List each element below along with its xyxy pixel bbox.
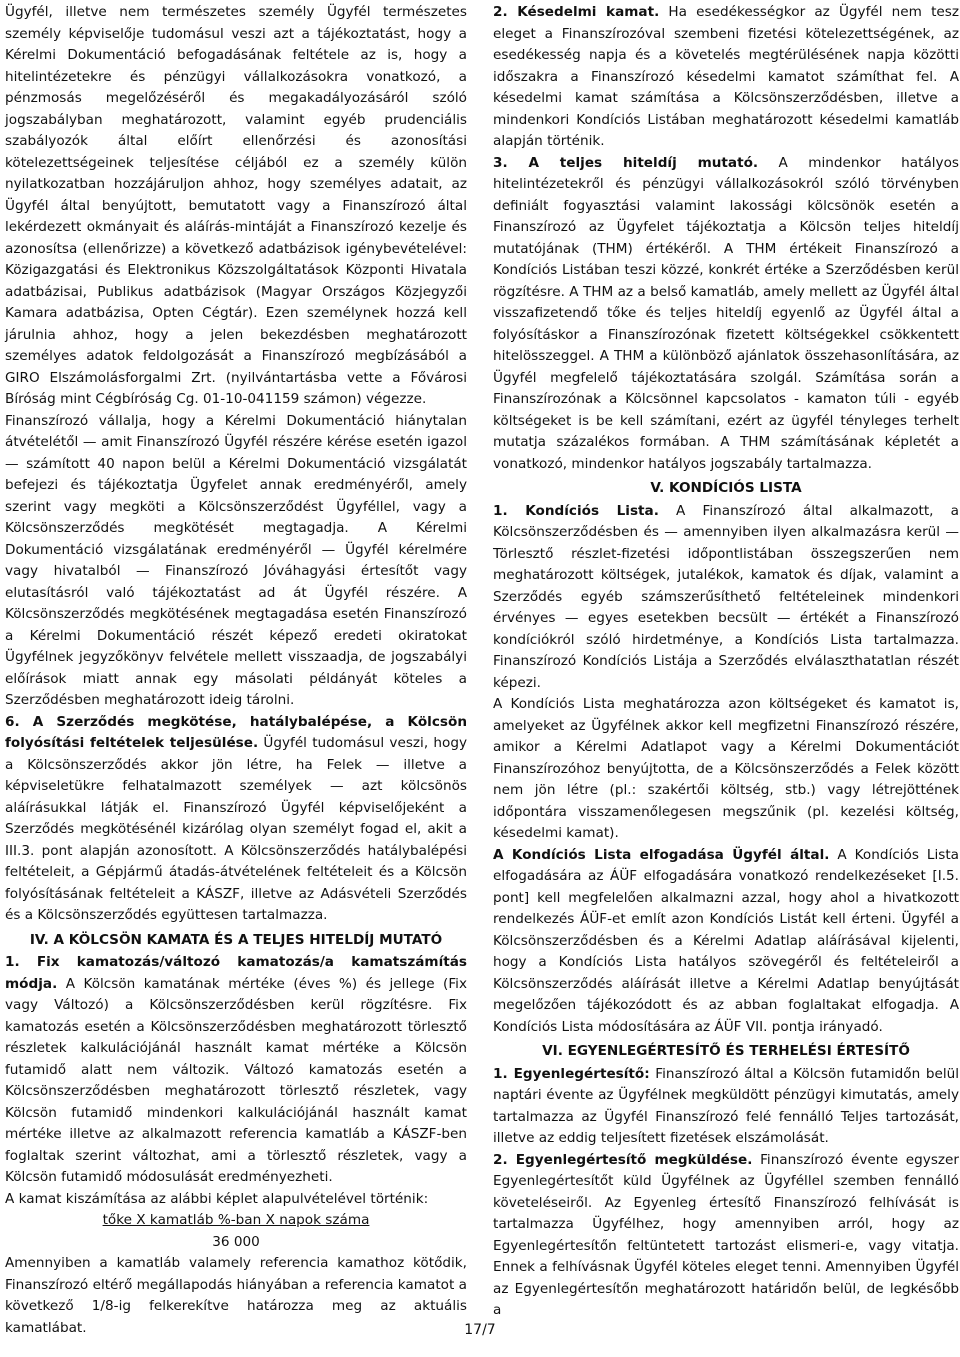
conditions-section-1 (493, 501, 959, 695)
statement-section-2-heading: 2. Egyenlegértesítő megküldése. (493, 1151, 753, 1168)
review-paragraph: Finanszírozó vállalja, hogy a Kérelmi Dokumentáció hiánytalan átvételétől — amit Finanszírozó Ügyfél részére kérése esetén igazol — számított 40 napon belül a Kérelmi Dokumentáció vizsgálatát befejezi és tájékoztatja Ügyfelet annak eredményéről, amely szerint vagy megköti a Kölcsönszerződést Ügyféllel, vagy a Kölcsönszerződés megkötését megtagadja. A Kérelmi Dokumentáció vizsgálatának eredményéről — Ügyfél kérelmére vagy hivatalból — Finanszírozó Jóváhagyási értesítőt vagy elutasításról való tájékoztatást ad át Ügyfél részére. A Kölcsönszerződés megkötésének megtagadása esetén Finanszírozó a Kérelmi Dokumentáció részét képező eredeti okiratokat Ügyfélnek jegyzőkönyv felvétele mellett visszaadja, de jogszabályi előírások miatt annak egy másolati példányát köteles a Szerződésben meghatározott ideig tárolni. (5, 412, 467, 708)
section-iv-title: IV. A KÖLCSÖN KAMATA ÉS A TELJES HITELDÍJ MUTATÓ (29, 931, 443, 948)
interest-section-2-text: Ha esedékességkor az Ügyfél nem tesz eleget a Finanszírozóval szembeni fizetési kötelezettségének, az esedékesség napja és a követelés megtérülésének napja közötti időszakra a Finanszírozó késedelmi kamatot számíthat fel. A késedelmi kamat számítása a Kölcsönszerződésben, illetve a mindenkori Kondíciós Listában meghatározott késedelmi kamatláb alapján történik. (493, 4, 959, 149)
conditions-acceptance (493, 845, 959, 1039)
section-v-title: V. KONDÍCIÓS LISTA (650, 480, 802, 496)
formula-denominator: 36 000 (212, 1233, 260, 1250)
section-6 (5, 712, 467, 927)
statement-section-1-text: Finanszírozó által a Kölcsön futamidőn belül naptári évente az Ügyfélnek megküldött pénzügyi kimutatás, amely tartalmazza az Ügyfél Finanszírozó felé fennálló Teljes tartozását, illetve az eddig teljesített fizetések elszámolását. (493, 1065, 959, 1146)
interest-section-3-text: A mindenkor hatályos hitelintézetekről és pénzügyi vállalkozásokról szóló törvényben definiált fogyasztási valamint lakossági kölcsönök esetén a Finanszírozó az Ügyfelet tájékoztatja a Kölcsön teljes hiteldíj mutatójának (THM) értékéről. A THM értékeit Finanszírozó a Kondíciós Listában teszi közzé, konkrét értéke a Szerződésben kerül rögzítésre. A THM az a belső kamatláb, amely mellett az Ügyfél által visszafizetendő tőke és teljes hiteldíj egyenlő az Ügyfél által a folyósításkor a Finanszírozónak fizetett költségekkel csökkentett hitelösszeggel. A THM a különböző ajánlatok összehasonlítására, az Ügyfél megfelelő tájékoztatására szolgál. Számítása során a Finanszírozónak a Kölcsönnel kapcsolatos - kamaton túli - egyéb költségeket is be kell számítani, ezért az ügyfél tényleges terhelt mutatja százalékos formában. A THM számításának képletét a vonatkozó, mindenkor hatályos jogszabály tartalmazza. (493, 154, 960, 472)
conditions-acceptance-text: A Kondíciós Lista elfogadására az ÁÜF elfogadására vonatkozó rendelkezéseket [I.5. pont] kell megfelelően alkalmazni azzal, hogy ahol a hivatkozott rendelkezés ÁÜF-et említ azon Kondíciós Listát kell érteni. Ügyfél a Kölcsönszerződésben és a Kérelmi Adatlap aláírásával kijelenti, hogy a Kondíciós Lista hatályos szövegéről és feltételeiről a Kölcsönszerződés aláírását illetve a Kérelmi Adatlap benyújtását megelőzően tájékozódott és az abban foglaltakat elfogadja. A Kondíciós Lista módosítására az ÁÜF VII. pontja irányadó. (493, 846, 959, 1035)
formula-intro: A kamat kiszámítása az alábbi képlet alapulvételével történik: (5, 1190, 429, 1207)
interest-section-3-heading: 3. A teljes hiteldíj mutató. (493, 154, 759, 171)
section-6-text: Ügyfél tudomásul veszi, hogy a Kölcsönszerződés akkor jön létre, ha Felek — illetve a képviseletükre felhatalmazott személyek — azt kölcsönös aláírásukkal látják el. Finanszírozó Ügyfél képviselőjeként a Szerződés megkötésénél kizárólag olyan személyt fogad el, akit a III.3. pont alapján azonosított. A Kölcsönszerződés hatálybalépési feltételeit, a Gépjármű átadás-átvételének feltételeit és a Kölcsön folyósításának feltételeit a KÁSZF, illetve az Adásvételi Szerződés és a Kölcsönszerződés együttesen tartalmazza. (5, 735, 467, 923)
statement-section-2-text: Finanszírozó évente egyszer Egyenlegértesítőt küld Ügyfélnek az Ügyféllel szemben fennálló követeléseiről. Az Egyenleg értesítő Finanszírozó felhívását is tartalmazza Ügyfélhez, hogy amennyiben arról, hogy az Egyenlegértesítőn feltüntetett tartozást elismeri-e, vagy vitatja. Ennek a felhívásnak Ügyfél köteles eleget tenni. Amennyiben Ügyfél az Egyenlegértesítőn meghatározott határidőn belül, de legkésőbb a (493, 1151, 959, 1318)
statement-section-1-heading: 1. Egyenlegértesítő: (493, 1065, 650, 1082)
conditions-section-1-heading: 1. Kondíciós Lista. (493, 502, 659, 519)
section-6-heading: 6. A Szerződés megkötése, hatálybalépése, a Kölcsön folyósítási feltételek teljesülése. (5, 713, 467, 751)
page-number: 17/7 (464, 1322, 496, 1338)
interest-section-1-heading: 1. Fix kamatozás/változó kamatozás/a kamatszámítás módja. (5, 954, 467, 992)
intro-paragraph: Ügyfél, illetve nem természetes személy Ügyfél természetes személy képviselője tudomásul veszi azt a tájékoztatást, hogy a Kérelmi Dokumentáció befogadásának feltétele az is, hogy a hitelintézetekre és pénzügyi vállalkozásokra vonatkozó, a pénzmosás megelőzéséről és megakadályozásáról szóló jogszabályban meghatározott, valamint egyéb prudenciális szabályozók által előírt ellenőrzési és azonosítási kötelezettségeinek teljesítése céljából ez a személy külön nyilatkozatban hozzájáruljon ahhoz, hogy személyes adatait, az Ügyfél által benyújtott, bemutatott vagy a Finanszírozó által lekérdezett okmányait és aláírás-mintáját a Finanszírozó kezelje és azonosítsa (ellenőrizze) a következő adatbázisok igénybevételével: Közigazgatási és Elektronikus Közszolgáltatások Központi Hivatala adatbázisai, Publikus adatbázisok (Magyar Országos Közjegyzői Kamara adatbázisa, Opten Cégtár). Ezen személynek hozzá kell járulnia ahhoz, hogy a jelen bekezdésben meghatározott személyes adatok feldolgozását a Finanszírozó megbízásából a GIRO Elszámolásforgalmi Zrt. (nyilvántartásba vette a Fővárosi Bíróság mint Cégbíróság Cg. 01-10-041159 számon) végezze. (5, 4, 467, 407)
interest-section-2-heading: 2. Késedelmi kamat. (493, 4, 660, 20)
left-column (5, 2, 467, 1339)
interest-section-1 (5, 952, 467, 1189)
interest-section-3 (493, 153, 959, 476)
after-formula-paragraph: Amennyiben a kamatláb valamely referencia kamathoz kötődik, Finanszírozó eltérő megállapodás hiányában a referencia kamatot a következő 1/8-ig felkerekítve határozza meg az aktuális kamatlábat. (5, 1255, 467, 1336)
statement-section-1 (493, 1064, 959, 1150)
right-column (493, 2, 959, 1322)
interest-section-2 (493, 2, 959, 153)
conditions-paragraph-2: A Kondíciós Lista meghatározza azon költségeket és kamatot is, amelyeket az Ügyfélnek akkor kell megfizetni Finanszírozó részére, amikor a Kérelmi Adatlapot vagy a Kérelmi Dokumentációt Finanszírozóhoz benyújtotta, de a Kölcsönszerződés a Felek között nem jön létre (pl.: szakértői költség, stb.) vagy létrejöttének időpontára visszamenőlegesen megszűnik (pl. kezelési költség, késedelmi kamat). (493, 696, 959, 841)
conditions-section-1-text: A Finanszírozó által alkalmazott, a Kölcsönszerződésben és — amennyiben ilyen alkalmazásra kerül — Törlesztő részlet-fizetési időpontlistában összegszerűen nem meghatározott költségek, jutalékok, kamatok és díjak, valamint a Szerződés egyéb számszerűsíthető feltételeinek mindenkori érvényes — egyes esetekben becsült — értékét a Finanszírozó kondíciókról szóló hirdetménye, a Kondíciós Lista tartalmazza. Finanszírozó Kondíciós Listája a Szerződés elválaszthatatlan részét képezi. (493, 502, 959, 691)
conditions-acceptance-heading: A Kondíciós Lista elfogadása Ügyfél által. (493, 846, 830, 863)
formula-numerator: tőke X kamatláb %-ban X napok száma (102, 1212, 370, 1228)
interest-section-1-text: A Kölcsön kamatának mértéke (éves %) és jellege (Fix vagy Változó) a Kölcsönszerződésben kerül rögzítésre. Fix kamatozás esetén a Kölcsönszerződésben meghatározott törlesztő részletek kalkulációjánál használt kamat mértéke a Kölcsön futamidő alatt nem változik. Változó kamatozás esetén a Kölcsönszerződésben meghatározott törlesztő részletek, vagy Kölcsön futamidő mindenkori kalkulációjánál használt kamat mértéke illetve az alkalmazott referencia kamatláb a KÁSZF-ben foglaltak szerint változhat, ami a törlesztő részletek, vagy a Kölcsön futamidő módosulását eredményezheti. (5, 975, 467, 1185)
statement-section-2 (493, 1150, 959, 1322)
section-vi-title: VI. EGYENLEGÉRTESÍTŐ ÉS TERHELÉSI ÉRTESÍTŐ (542, 1043, 910, 1059)
